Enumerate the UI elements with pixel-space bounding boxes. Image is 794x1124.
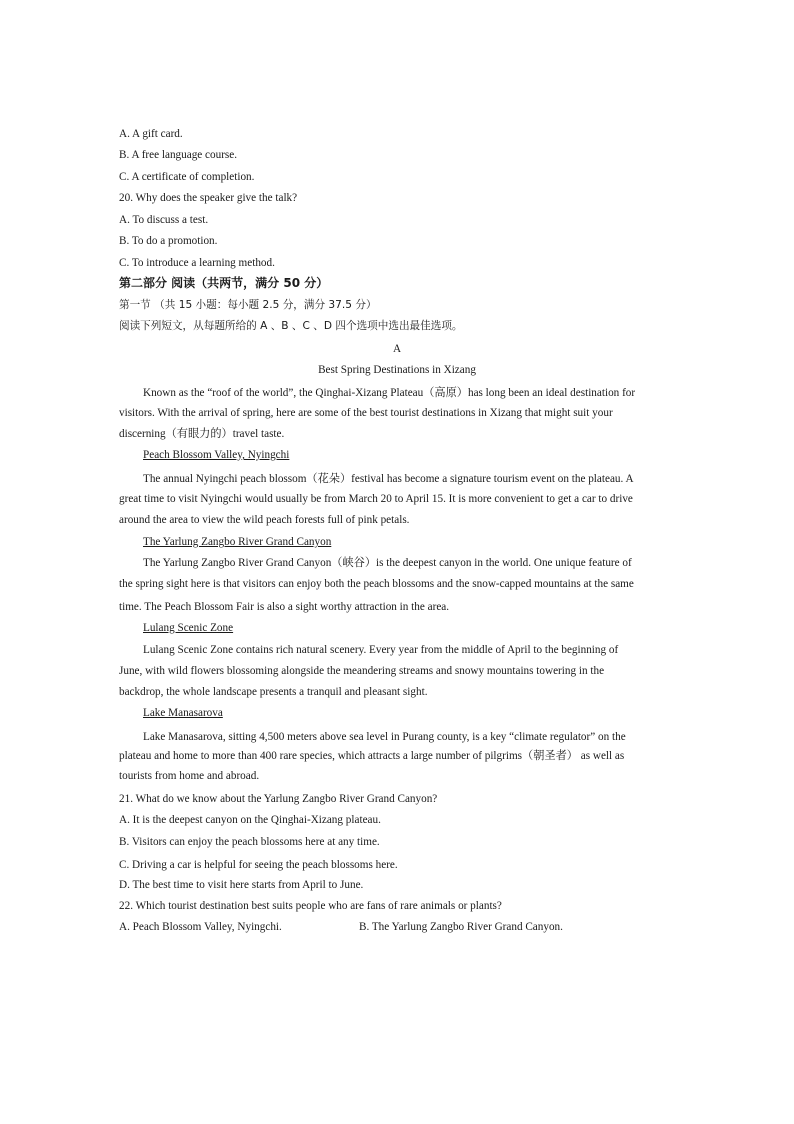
q19-option-a: A. A gift card. xyxy=(119,128,183,140)
section-heading-grand-canyon: The Yarlung Zangbo River Grand Canyon xyxy=(143,536,332,548)
paragraph-line: around the area to view the wild peach forests full of pink petals. xyxy=(119,514,410,526)
section-heading-manasarova: Lake Manasarova xyxy=(143,707,223,719)
intro-line: visitors. With the arrival of spring, here are some of the best tourist destinations in Xizang that might suit your xyxy=(119,407,613,419)
q21-option-a: A. It is the deepest canyon on the Qinghai-Xizang plateau. xyxy=(119,814,381,826)
part2-heading: 第二部分 阅读（共两节，满分 50 分） xyxy=(119,276,329,290)
intro-line: discerning（有眼力的）travel taste. xyxy=(119,428,285,440)
paragraph-line: tourists from home and abroad. xyxy=(119,770,260,782)
reading-instruction: 阅读下列短文，从每题所给的 A 、B 、C 、D 四个选项中选出最佳选项。 xyxy=(119,320,463,332)
q20-option-a: A. To discuss a test. xyxy=(119,214,209,226)
q20-option-b: B. To do a promotion. xyxy=(119,235,218,247)
paragraph-line: plateau and home to more than 400 rare species, which attracts a large number of pilgrims（朝圣者） as well as xyxy=(119,750,625,762)
q20-option-c: C. To introduce a learning method. xyxy=(119,257,275,269)
paragraph-line: great time to visit Nyingchi would usually be from March 20 to April 15. It is more convenient to get a car to drive xyxy=(119,493,633,505)
q20-stem: 20. Why does the speaker give the talk? xyxy=(119,192,298,204)
section-heading-nyingchi: Peach Blossom Valley, Nyingchi xyxy=(143,449,290,461)
passage-title: Best Spring Destinations in Xizang xyxy=(318,364,476,376)
q19-option-b: B. A free language course. xyxy=(119,149,238,161)
q21-option-b: B. Visitors can enjoy the peach blossoms here at any time. xyxy=(119,836,380,848)
section-heading-lulang: Lulang Scenic Zone xyxy=(143,622,234,634)
q19-option-c: C. A certificate of completion. xyxy=(119,171,255,183)
paragraph-line: The Yarlung Zangbo River Grand Canyon（峡谷）is the deepest canyon in the world. One unique feature of xyxy=(143,557,632,569)
paragraph-line: the spring sight here is that visitors can enjoy both the peach blossoms and the snow-capped mountains at the same xyxy=(119,578,634,590)
q21-stem: 21. What do we know about the Yarlung Zangbo River Grand Canyon? xyxy=(119,793,438,805)
q21-option-d: D. The best time to visit here starts from April to June. xyxy=(119,879,364,891)
paragraph-line: time. The Peach Blossom Fair is also a sight worthy attraction in the area. xyxy=(119,601,450,613)
q22-stem: 22. Which tourist destination best suits people who are fans of rare animals or plants? xyxy=(119,900,502,912)
q22-option-b: B. The Yarlung Zangbo River Grand Canyon. xyxy=(359,921,563,933)
q21-option-c: C. Driving a car is helpful for seeing the peach blossoms here. xyxy=(119,859,398,871)
paragraph-line: backdrop, the whole landscape presents a tranquil and pleasant sight. xyxy=(119,686,428,698)
passage-label: A xyxy=(392,343,402,355)
paragraph-line: June, with wild flowers blossoming alongside the meandering streams and snowy mountains towering in the xyxy=(119,665,605,677)
paragraph-line: Lulang Scenic Zone contains rich natural scenery. Every year from the middle of April to the beginning of xyxy=(143,644,619,656)
intro-line: Known as the “roof of the world”, the Qinghai-Xizang Plateau（高原）has long been an ideal destination for xyxy=(143,387,636,399)
q22-option-a: A. Peach Blossom Valley, Nyingchi. xyxy=(119,921,282,933)
section1-heading: 第一节 （共 15 小题：每小题 2.5 分，满分 37.5 分） xyxy=(119,299,377,311)
paragraph-line: The annual Nyingchi peach blossom（花朵）festival has become a signature tourism event on the plateau. A xyxy=(143,473,634,485)
paragraph-line: Lake Manasarova, sitting 4,500 meters above sea level in Purang county, is a key “climate regulator” on the xyxy=(143,731,626,743)
